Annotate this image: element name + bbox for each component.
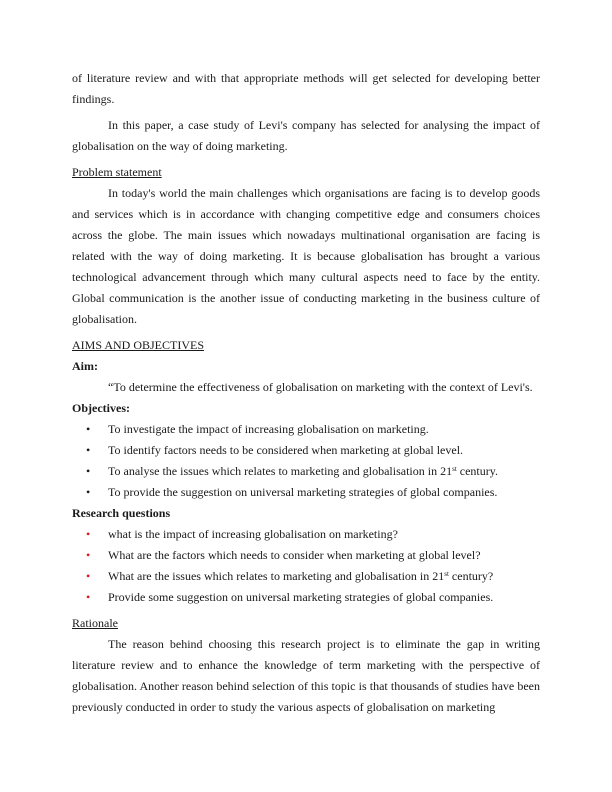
- paragraph-case-study: In this paper, a case study of Levi's company has selected for analysing the impact of globalisation on the way of doing marketing.: [72, 118, 540, 153]
- problem-statement-heading: Problem statement: [72, 165, 162, 179]
- list-item: • To investigate the impact of increasing globalisation on marketing.: [72, 419, 540, 440]
- list-item: • To analyse the issues which relates to marketing and globalisation in 21st century.: [72, 461, 540, 482]
- list-item: • What are the factors which needs to consider when marketing at global level?: [72, 545, 540, 566]
- list-item: • What are the issues which relates to marketing and globalisation in 21st century?: [72, 566, 540, 587]
- document-page: [72, 68, 540, 718]
- objectives-list: [72, 419, 540, 503]
- bullet-icon: •: [86, 485, 91, 499]
- bullet-icon: •: [86, 590, 91, 604]
- problem-statement-text: In today's world the main challenges which organisations are facing is to develop goods and services which is in accordance with changing competitive edge and consumers choices across the globe. The main issues which nowadays multinational organisation are facing is related with the way of doing marketing. It is because globalisation has brought a various technological advancement through which many cultural aspects need to face by the entity. Global communication is the another issue of conducting marketing in the business culture of globalisation.: [72, 186, 540, 326]
- rationale-heading: Rationale: [72, 616, 118, 630]
- list-item: • To provide the suggestion on universal marketing strategies of global companies.: [72, 482, 540, 503]
- research-questions-label: Research questions: [72, 506, 171, 520]
- bullet-icon: •: [86, 569, 91, 583]
- paragraph-continuation: of literature review and with that appropriate methods will get selected for developing better findings.: [72, 71, 540, 106]
- rationale-text: The reason behind choosing this research project is to eliminate the gap in writing literature review and to enhance the knowledge of term marketing with the perspective of globalisation. Another reason behind selection of this topic is that thousands of studies have been previously conducted in order to study the various aspects of globalisation on marketing: [72, 637, 540, 714]
- bullet-icon: •: [86, 527, 91, 541]
- bullet-icon: •: [86, 464, 91, 478]
- bullet-icon: •: [86, 443, 91, 457]
- research-questions-list: [72, 524, 540, 608]
- bullet-icon: •: [86, 422, 91, 436]
- bullet-icon: •: [86, 548, 91, 562]
- list-item: • Provide some suggestion on universal marketing strategies of global companies.: [72, 587, 540, 608]
- objectives-label: Objectives:: [72, 401, 130, 415]
- aim-text: “To determine the effectiveness of globalisation on marketing with the context of Levi's.: [108, 380, 533, 394]
- list-item: • To identify factors needs to be considered when marketing at global level.: [72, 440, 540, 461]
- aims-objectives-heading: AIMS AND OBJECTIVES: [72, 338, 205, 352]
- list-item: • what is the impact of increasing globalisation on marketing?: [72, 524, 540, 545]
- aim-label: Aim:: [72, 359, 98, 373]
